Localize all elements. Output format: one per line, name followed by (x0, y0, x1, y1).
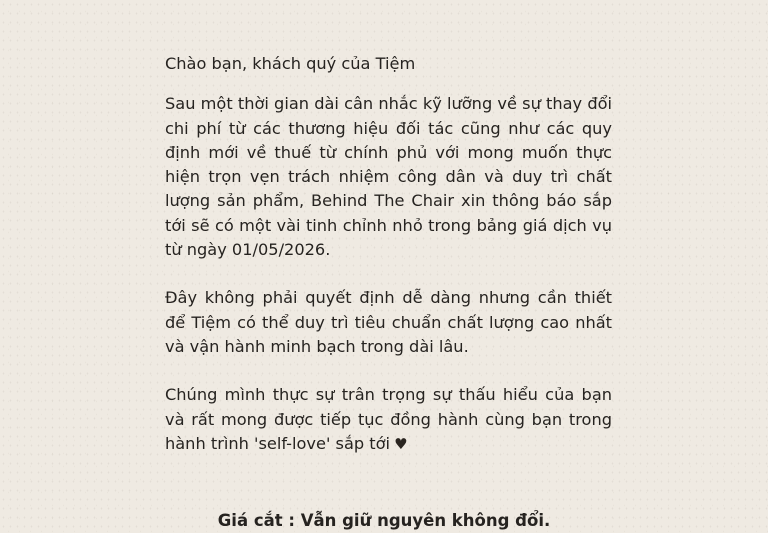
paragraph-price-adjustment: Sau một thời gian dài cân nhắc kỹ lưỡng về sự thay đổi chi phí từ các thương hiệu đối tác cũng như các quy định mới về thuế từ chính phủ với mong muốn thực hiện trọn vẹn trách nhiệm công dân và duy trì chất lượng sản phẩm, Behind The Chair xin thông báo sắp tới sẽ có một vài tinh chỉnh nhỏ trong bảng giá dịch vụ từ ngày 01/05/2026. (165, 94, 612, 260)
greeting: Chào bạn, khách quý của Tiệm (165, 54, 416, 73)
heart-icon: ♥ (394, 434, 408, 453)
paragraph-gratitude (165, 383, 612, 456)
paragraph-decision: Đây không phải quyết định dễ dàng nhưng cần thiết để Tiệm có thể duy trì tiêu chuẩn chất lượng cao nhất và vận hành minh bạch trong dài lâu. (165, 288, 612, 356)
letter-body (165, 52, 612, 456)
price-note: Giá cắt : Vẫn giữ nguyên không đổi. (217, 511, 551, 530)
paragraph-gratitude-text: Chúng mình thực sự trân trọng sự thấu hiểu của bạn và rất mong được tiếp tục đồng hành cùng bạn trong hành trình 'self-love' sắp tới (165, 385, 612, 453)
